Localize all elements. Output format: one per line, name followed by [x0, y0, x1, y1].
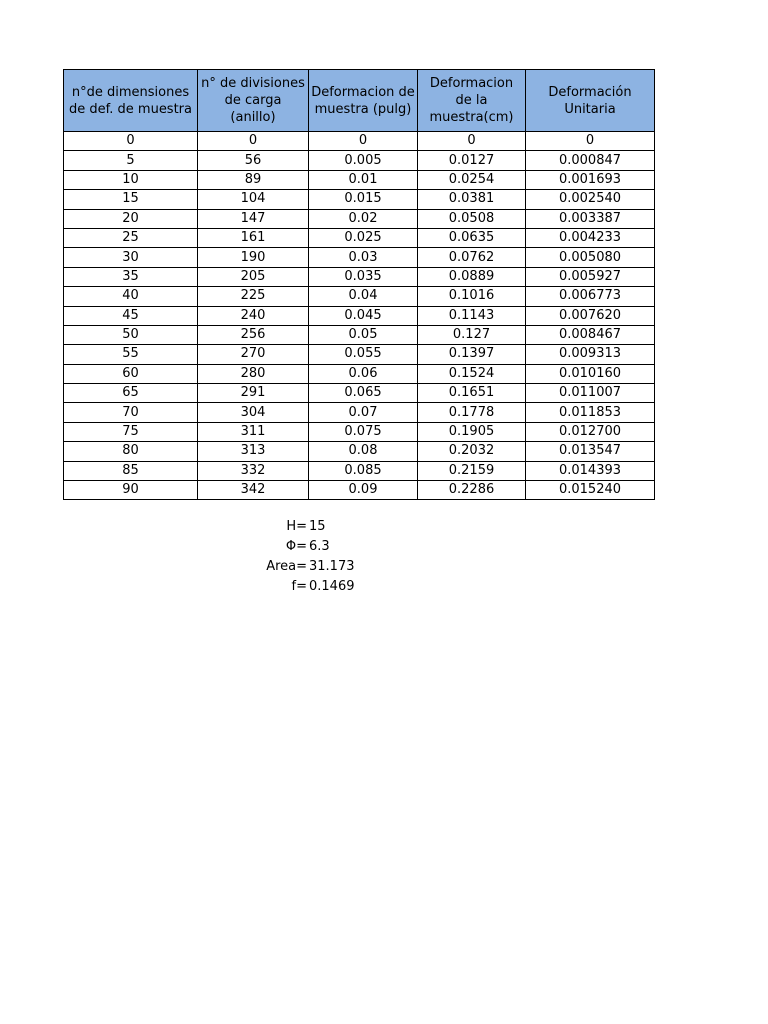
- cell-deformacion-unitaria: 0.014393: [526, 461, 655, 480]
- table-row: [64, 248, 655, 267]
- param-label: Φ=: [285, 539, 307, 554]
- cell-divisiones-carga: 280: [198, 364, 309, 383]
- cell-dimensiones: 40: [64, 287, 198, 306]
- param-row-h: [230, 517, 355, 537]
- cell-deformacion-cm: 0.1778: [418, 403, 526, 422]
- cell-deformacion-unitaria: 0.010160: [526, 364, 655, 383]
- header-dimensiones: n°de dimensiones de def. de muestra: [64, 70, 198, 132]
- cell-divisiones-carga: 89: [198, 170, 309, 189]
- cell-divisiones-carga: 270: [198, 345, 309, 364]
- cell-dimensiones: 50: [64, 325, 198, 344]
- cell-deformacion-pulg: 0.075: [309, 422, 418, 441]
- cell-divisiones-carga: 104: [198, 190, 309, 209]
- cell-deformacion-unitaria: 0.005080: [526, 248, 655, 267]
- cell-deformacion-unitaria: 0.001693: [526, 170, 655, 189]
- cell-deformacion-unitaria: 0.006773: [526, 287, 655, 306]
- cell-deformacion-unitaria: 0.011853: [526, 403, 655, 422]
- table-body: [64, 132, 655, 500]
- cell-deformacion-pulg: 0.085: [309, 461, 418, 480]
- param-row-phi: [230, 537, 355, 557]
- cell-dimensiones: 30: [64, 248, 198, 267]
- cell-deformacion-cm: 0.0254: [418, 170, 526, 189]
- cell-deformacion-unitaria: 0.000847: [526, 151, 655, 170]
- header-divisiones-carga: n° de divisiones de carga (anillo): [198, 70, 309, 132]
- cell-divisiones-carga: 332: [198, 461, 309, 480]
- param-label: f=: [291, 579, 307, 594]
- cell-divisiones-carga: 0: [198, 132, 309, 151]
- cell-divisiones-carga: 240: [198, 306, 309, 325]
- cell-deformacion-cm: 0.1143: [418, 306, 526, 325]
- param-value: 0.1469: [309, 579, 355, 594]
- table-row: [64, 151, 655, 170]
- cell-deformacion-cm: 0.1905: [418, 422, 526, 441]
- cell-dimensiones: 0: [64, 132, 198, 151]
- cell-deformacion-unitaria: 0.015240: [526, 481, 655, 500]
- param-row-area: [230, 557, 355, 577]
- table-row: [64, 287, 655, 306]
- cell-deformacion-pulg: 0.04: [309, 287, 418, 306]
- cell-deformacion-cm: 0.0889: [418, 267, 526, 286]
- table-row: [64, 132, 655, 151]
- cell-deformacion-cm: 0.0381: [418, 190, 526, 209]
- table-row: [64, 481, 655, 500]
- cell-deformacion-pulg: 0.09: [309, 481, 418, 500]
- table-row: [64, 170, 655, 189]
- cell-deformacion-cm: 0.0635: [418, 228, 526, 247]
- cell-deformacion-cm: 0.1016: [418, 287, 526, 306]
- cell-deformacion-unitaria: 0.007620: [526, 306, 655, 325]
- cell-deformacion-unitaria: 0.003387: [526, 209, 655, 228]
- cell-deformacion-pulg: 0.045: [309, 306, 418, 325]
- param-row-f: [230, 577, 355, 597]
- table-row: [64, 403, 655, 422]
- deformation-table: [63, 69, 655, 500]
- cell-deformacion-pulg: 0.065: [309, 384, 418, 403]
- cell-dimensiones: 55: [64, 345, 198, 364]
- table-row: [64, 364, 655, 383]
- cell-divisiones-carga: 147: [198, 209, 309, 228]
- cell-deformacion-pulg: 0.025: [309, 228, 418, 247]
- param-label: H=: [286, 519, 307, 534]
- cell-divisiones-carga: 304: [198, 403, 309, 422]
- table-row: [64, 422, 655, 441]
- param-value: 6.3: [309, 539, 330, 554]
- cell-divisiones-carga: 311: [198, 422, 309, 441]
- cell-dimensiones: 45: [64, 306, 198, 325]
- cell-deformacion-unitaria: 0.013547: [526, 442, 655, 461]
- cell-deformacion-cm: 0.0762: [418, 248, 526, 267]
- cell-dimensiones: 85: [64, 461, 198, 480]
- table-row: [64, 345, 655, 364]
- table-row: [64, 190, 655, 209]
- cell-deformacion-pulg: 0.01: [309, 170, 418, 189]
- cell-dimensiones: 75: [64, 422, 198, 441]
- table-header-row: [64, 70, 655, 132]
- cell-divisiones-carga: 291: [198, 384, 309, 403]
- cell-deformacion-pulg: 0.08: [309, 442, 418, 461]
- table-row: [64, 384, 655, 403]
- cell-deformacion-pulg: 0.035: [309, 267, 418, 286]
- cell-dimensiones: 70: [64, 403, 198, 422]
- cell-divisiones-carga: 190: [198, 248, 309, 267]
- cell-dimensiones: 15: [64, 190, 198, 209]
- cell-dimensiones: 5: [64, 151, 198, 170]
- cell-deformacion-cm: 0: [418, 132, 526, 151]
- table-row: [64, 325, 655, 344]
- cell-deformacion-cm: 0.0508: [418, 209, 526, 228]
- cell-deformacion-cm: 0.0127: [418, 151, 526, 170]
- table-row: [64, 228, 655, 247]
- param-label: Area=: [266, 559, 307, 574]
- cell-deformacion-cm: 0.2159: [418, 461, 526, 480]
- cell-dimensiones: 80: [64, 442, 198, 461]
- cell-deformacion-pulg: 0.03: [309, 248, 418, 267]
- cell-deformacion-pulg: 0.015: [309, 190, 418, 209]
- cell-divisiones-carga: 256: [198, 325, 309, 344]
- table-row: [64, 306, 655, 325]
- cell-deformacion-cm: 0.1397: [418, 345, 526, 364]
- param-value: 31.173: [309, 559, 355, 574]
- cell-divisiones-carga: 161: [198, 228, 309, 247]
- header-deformacion-cm: Deformacion de la muestra(cm): [418, 70, 526, 132]
- cell-deformacion-pulg: 0.005: [309, 151, 418, 170]
- cell-deformacion-unitaria: 0: [526, 132, 655, 151]
- cell-dimensiones: 90: [64, 481, 198, 500]
- cell-dimensiones: 20: [64, 209, 198, 228]
- cell-deformacion-unitaria: 0.002540: [526, 190, 655, 209]
- cell-deformacion-cm: 0.1651: [418, 384, 526, 403]
- cell-deformacion-pulg: 0.06: [309, 364, 418, 383]
- cell-deformacion-pulg: 0: [309, 132, 418, 151]
- cell-deformacion-cm: 0.2286: [418, 481, 526, 500]
- cell-deformacion-unitaria: 0.011007: [526, 384, 655, 403]
- cell-deformacion-cm: 0.2032: [418, 442, 526, 461]
- cell-deformacion-unitaria: 0.004233: [526, 228, 655, 247]
- cell-divisiones-carga: 342: [198, 481, 309, 500]
- header-deformacion-unitaria: Deformación Unitaria: [526, 70, 655, 132]
- cell-deformacion-pulg: 0.02: [309, 209, 418, 228]
- cell-deformacion-cm: 0.127: [418, 325, 526, 344]
- cell-deformacion-unitaria: 0.012700: [526, 422, 655, 441]
- cell-dimensiones: 65: [64, 384, 198, 403]
- cell-deformacion-pulg: 0.05: [309, 325, 418, 344]
- table-row: [64, 267, 655, 286]
- parameters-block: [230, 517, 355, 597]
- cell-dimensiones: 60: [64, 364, 198, 383]
- header-deformacion-pulg: Deformacion de muestra (pulg): [309, 70, 418, 132]
- param-value: 15: [309, 519, 326, 534]
- cell-dimensiones: 25: [64, 228, 198, 247]
- cell-deformacion-unitaria: 0.009313: [526, 345, 655, 364]
- cell-deformacion-unitaria: 0.005927: [526, 267, 655, 286]
- cell-deformacion-unitaria: 0.008467: [526, 325, 655, 344]
- cell-deformacion-pulg: 0.055: [309, 345, 418, 364]
- cell-divisiones-carga: 225: [198, 287, 309, 306]
- cell-deformacion-cm: 0.1524: [418, 364, 526, 383]
- table-row: [64, 461, 655, 480]
- table-row: [64, 209, 655, 228]
- table-row: [64, 442, 655, 461]
- cell-divisiones-carga: 205: [198, 267, 309, 286]
- cell-divisiones-carga: 56: [198, 151, 309, 170]
- cell-divisiones-carga: 313: [198, 442, 309, 461]
- cell-deformacion-pulg: 0.07: [309, 403, 418, 422]
- cell-dimensiones: 35: [64, 267, 198, 286]
- cell-dimensiones: 10: [64, 170, 198, 189]
